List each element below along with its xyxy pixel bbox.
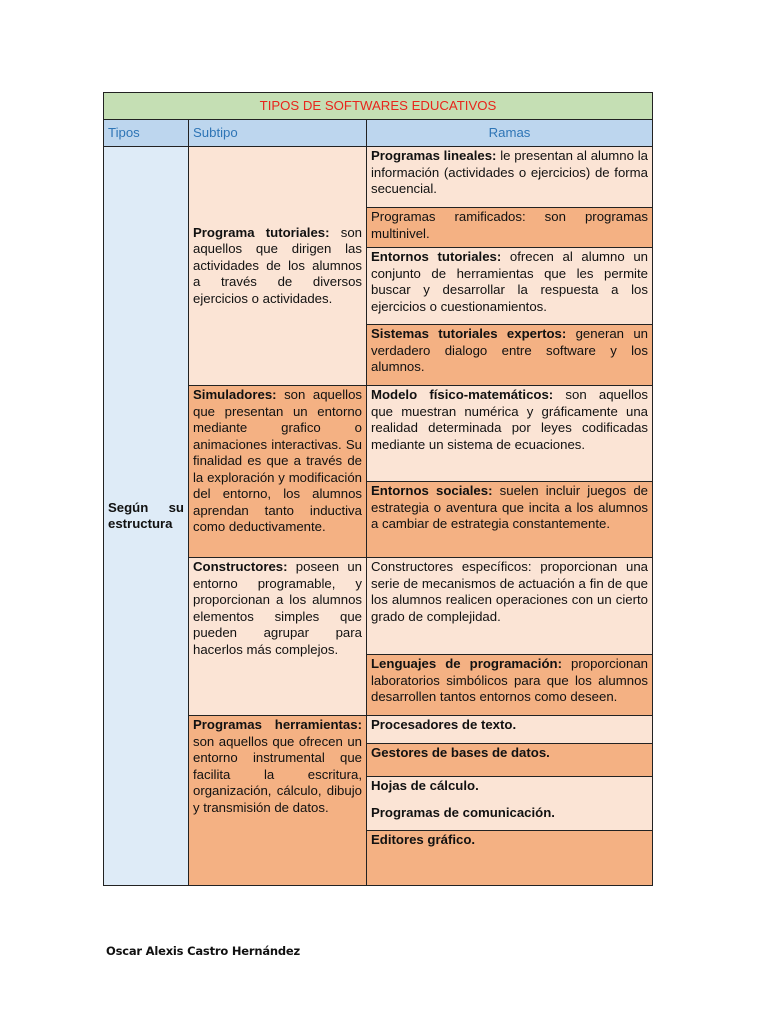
subtipo-cell: Simuladores: son aquellos que presentan un entorno mediante grafico o animaciones interactivas. Su finalidad es que a través de la exploración y modificación del entorno, los alumnos aprendan tanto inductiva como deductivamente. [189, 386, 367, 558]
rama-cell: Constructores específicos: proporcionan una serie de mecanismos de actuación a fin de que los alumnos realicen operaciones con un cierto grado de complejidad. [367, 558, 653, 655]
subtipo-cell: Programas herramientas: son aquellos que ofrecen un entorno instrumental que facilita la escritura, organización, cálculo, dibujo y transmisión de datos. [189, 716, 367, 886]
header-subtipo: Subtipo [189, 120, 367, 147]
rama-cell: Entornos tutoriales: ofrecen al alumno un conjunto de herramientas que les permite buscar y desarrollar la respuesta a los ejercicios o cuestionamientos. [367, 248, 653, 325]
rama-cell: Entornos sociales: suelen incluir juegos de estrategia o aventura que incita a los alumnos a cambiar de estrategia constantemente. [367, 482, 653, 558]
software-types-table [103, 92, 653, 886]
rama-cell: Programas lineales: le presentan al alumno la información (actividades o ejercicios) de forma secuencial. [367, 147, 653, 208]
rama-cell: Gestores de bases de datos. [367, 744, 653, 777]
rama-cell: Programas de comunicación. [367, 804, 653, 831]
rama-cell: Editores gráfico. [367, 831, 653, 886]
rama-cell: Modelo físico-matemáticos: son aquellos que muestran numérica y gráficamente una realidad determinada por leyes codificadas mediante un sistema de ecuaciones. [367, 386, 653, 482]
rama-cell: Procesadores de texto. [367, 716, 653, 744]
rama-cell: Programas ramificados: son programas multinivel. [367, 208, 653, 248]
rama-cell: Hojas de cálculo. [367, 777, 653, 804]
subtipo-cell: Programa tutoriales: son aquellos que dirigen las actividades de los alumnos a través de diversos ejercicios o actividades. [189, 147, 367, 386]
header-tipos: Tipos [104, 120, 189, 147]
subtipo-cell: Constructores: poseen un entorno programable, y proporcionan a los alumnos elementos simples que pueden agrupar para hacerlos más complejos. [189, 558, 367, 716]
rama-cell: Sistemas tutoriales expertos: generan un verdadero dialogo entre software y los alumnos. [367, 325, 653, 386]
table-title: TIPOS DE SOFTWARES EDUCATIVOS [104, 93, 653, 120]
rama-cell: Lenguajes de programación: proporcionan laboratorios simbólicos para que los alumnos desarrollen tantos entornos como deseen. [367, 655, 653, 716]
author-name: Oscar Alexis Castro Hernández [106, 944, 300, 958]
header-ramas: Ramas [367, 120, 653, 147]
tipo-cell: Según su estructura [104, 147, 189, 886]
